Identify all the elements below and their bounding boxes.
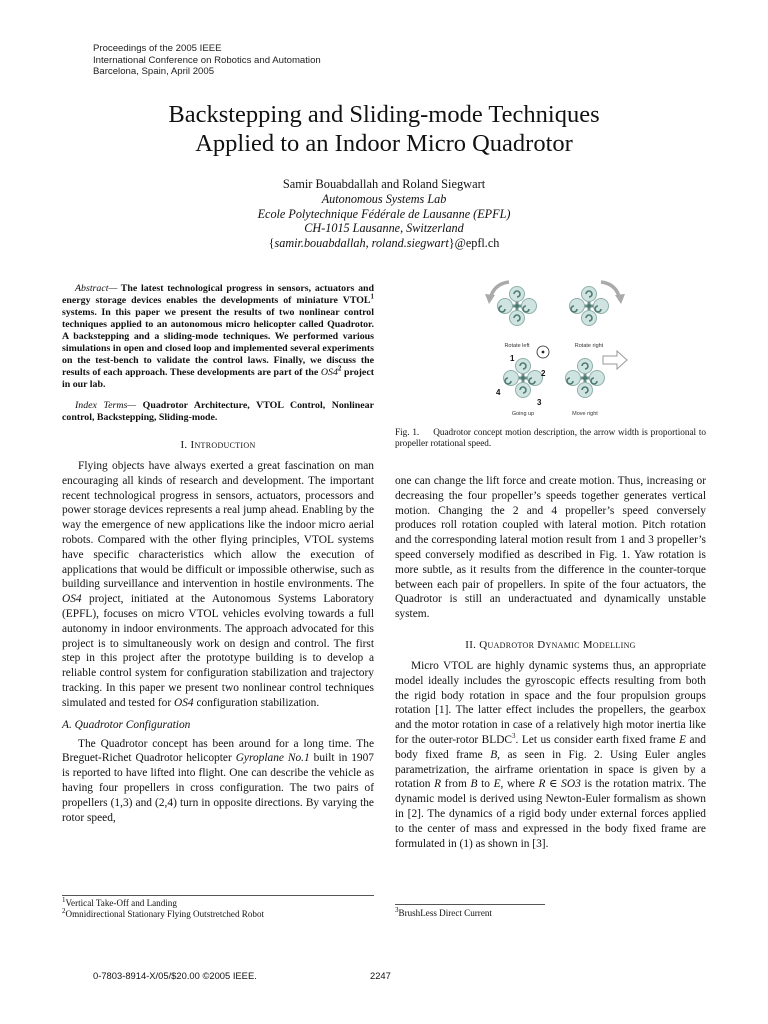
modelling-paragraph-1: Micro VTOL are highly dynamic systems thus, an appropriate model ideally includes the gyroscopic effects resulting from both the rigid body rotation in space and the four propulsion groups rotation [1]. The latter effect includes the propellers, the gearbox and the motor rotation in case of a relatively high motor inertia like for the outer-rotor BLDC$^3$. Let us consider earth fixed frame E and body fixed frame B, as seen in Fig. 2. Using Euler angles parametrization, the airframe orientation in space is given by a rotation R from B to E, where R ∈ SO3 is the rotation matrix. The dynamic model is derived using Newton-Euler formalism as shown in [2]. The dynamics of a rigid body under external forces applied to the center of mass and expressed in the body fixed frame are formulated in (1) as shown in [3]. [395, 659, 707, 850]
intro-paragraph-1: Flying objects have always exerted a great fascination on man encouraging all kinds of research and development. The important recent technological progress in sensors, actuators, processors and power storage devices represents a real jump ahead. Enabling by the way the emergence of new applications like the indoor micro aerial robots. Compared with the other flying principles, VTOL systems have specific characteristics which allow the execution of applications that would be difficult or impossible otherwise, such as building surveillance and intervention in hostile environments. The OS4 project, initiated at the Autonomous Systems Laboratory (EPFL), focuses on micro VTOL vehicles evolving towards a full autonomy in indoor environments. The approach advocated for this project is to simultaneously work on design and control. The first step in this project after the prototype building is to develop a reliable control system for configuration stabilization and trajectory tracking. In this paper we present two nonlinear control techniques simulated and tested for OS4 configuration stabilization. [62, 460, 374, 709]
intro-paragraph-2: The Quadrotor concept has been around for a long time. The Breguet-Richet Quadrotor helicopter Gyroplane No.1 built in 1907 is reported to have lifted into flight. One can describe the vehicle as having four propellers in cross configuration. The two pairs of propellers (1,3) and (2,4) turn in opposite directions. By varying the rotor speed, [62, 737, 374, 824]
affiliation-city: CH-1015 Lausanne, Switzerland [304, 221, 464, 236]
quadrotor-motion-diagram [475, 278, 645, 418]
footnote-3: $^3$BrushLess Direct Current [395, 905, 492, 918]
quad-rotate-left [485, 282, 537, 326]
right-column [395, 474, 706, 851]
affiliation-lab: Autonomous Systems Lab [321, 192, 447, 206]
rotor-number-2: 2 [541, 369, 546, 378]
label-going-up: Going up [511, 411, 535, 417]
abstract: Abstract— The latest technological progress in sensors, actuators and energy storage devices enables the developments of miniature VTOL$^1$ systems. In this paper we present the results of two nonlinear control techniques applied to an autonomous micro helicopter called Quadrotor. A backstepping and a sliding-mode techniques. We performed various simulations in open and closed loop and implemented several experiments on the test-bench to validate the control laws. Finally, we discuss the results of each approach. These developments are part of the $OS4^2$ project in our lab. [62, 283, 374, 390]
rotor-number-3: 3 [537, 398, 542, 407]
label-move-right: Move right [572, 411, 598, 417]
header-line-2: International Conference on Robotics and Automation [93, 54, 321, 66]
figure-1-caption: Fig. 1. Quadrotor concept motion description, the arrow width is proportional to propeller rotational speed. [395, 427, 707, 449]
label-rotate-left: Rotate left [504, 343, 530, 349]
title-line-1: Backstepping and Sliding-mode Techniques [168, 101, 600, 128]
footnotes-right [395, 905, 706, 919]
quad-rotate-right [570, 282, 626, 326]
footnote-2: $^2$Omnidirectional Stationary Flying Outstretched Robot [62, 907, 265, 920]
right-paragraph-1: one can change the lift force and create motion. Thus, increasing or decreasing the four propeller’s speeds together generates vertical motion. Changing the 2 and 4 propeller’s speed conversely produces roll rotation coupled with lateral motion. Pitch rotation and the corresponding lateral motion result from 1 and 3 propeller’s speed conversely modified as described in Fig. 1. Yaw rotation is more subtle, as it results from the difference in the counter-torque between each pair of propellers. In spite of the four actuators, the Quadrotor is still an underactuated and dynamically unstable system. [395, 475, 706, 621]
affiliation-school: Ecole Polytechnique Fédérale de Lausanne (EPFL) [257, 206, 511, 221]
affiliation [0, 192, 768, 250]
title-line-2: Applied to an Indoor Micro Quadrotor [195, 130, 573, 157]
index-terms: Index Terms— Quadrotor Architecture, VTOL Control, Nonlinear control, Backstepping, Sliding-mode. [62, 400, 374, 423]
footnotes-left [62, 895, 374, 921]
header-line-1: Proceedings of the 2005 IEEE [93, 43, 222, 54]
page-number: 2247 [370, 970, 391, 981]
authors: Samir Bouabdallah and Roland Siegwart [282, 177, 486, 191]
header-line-3: Barcelona, Spain, April 2005 [93, 66, 215, 77]
label-rotate-right: Rotate right [574, 343, 604, 349]
quad-move-right [566, 351, 628, 398]
footnote-1: $^1$Vertical Take-Off and Landing [62, 895, 177, 908]
paper-title [0, 100, 768, 158]
rotor-number-4: 4 [496, 388, 501, 397]
affiliation-email: {samir.bouabdallah, roland.siegwart}@epfl.ch [268, 235, 500, 250]
figure-1 [475, 278, 645, 418]
proceedings-header [93, 43, 321, 78]
left-column [62, 283, 374, 825]
copyright-notice: 0-7803-8914-X/05/$20.00 ©2005 IEEE. [93, 970, 257, 981]
section-heading-introduction: I. Introduction [180, 439, 256, 451]
section-heading-modelling: II. Quadrotor Dynamic Modelling [465, 638, 636, 651]
subsection-heading-configuration: A. Quadrotor Configuration [62, 718, 191, 731]
rotor-number-1: 1 [510, 354, 515, 363]
